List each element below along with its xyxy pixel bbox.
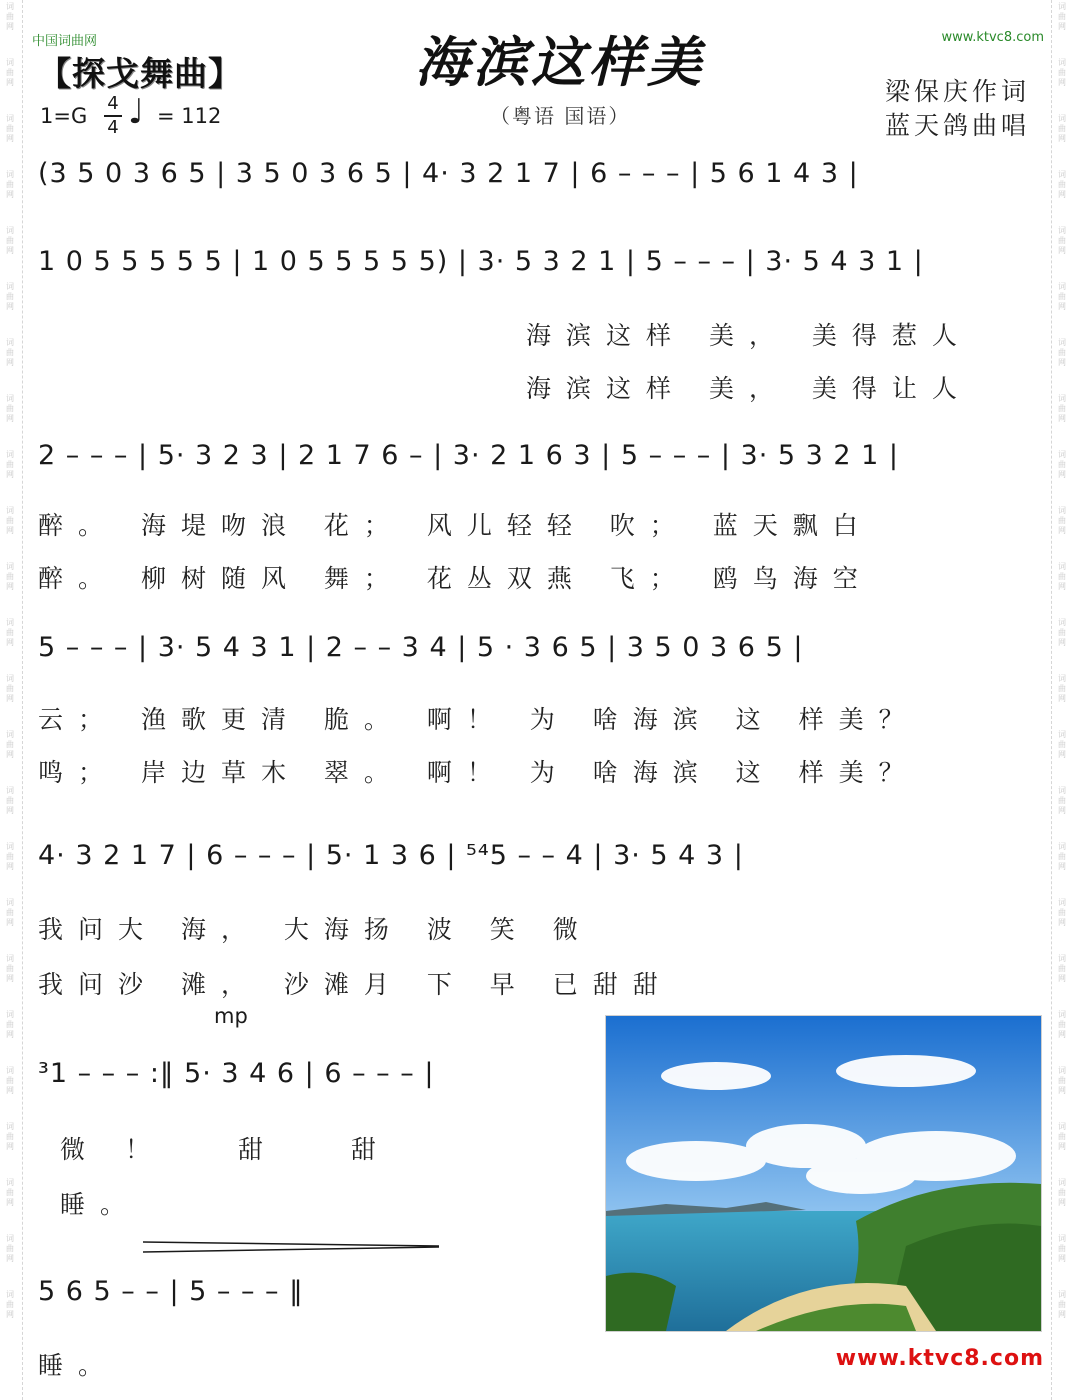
watermark-text: 词 曲 网 (1058, 674, 1066, 703)
watermark-text: 词 曲 网 (1058, 1234, 1066, 1263)
watermark-text: 词 曲 网 (1058, 1010, 1066, 1039)
watermark-text: 词 曲 网 (6, 562, 14, 591)
lyric-line-3-verse-2: 鸣； 岸边草木 翠。 啊！ 为 啥海滨 这 样美？ (38, 758, 919, 787)
genre-label: 【探戈舞曲】 (38, 54, 242, 93)
watermark-text: 词 曲 网 (1058, 450, 1066, 479)
lyric-line-1-verse-1: 海滨这样 美， 美得惹人 (526, 321, 972, 350)
watermark-text: 词 曲 网 (6, 786, 14, 815)
score-line-3: 2 – – – | 5· 3 2 3 | 2 1 7 6 – | 3· 2 1 6 3 | 5 – – – | 3· 5 3 2 1 | (38, 440, 900, 471)
lyric-line-6: 睡。 (38, 1351, 119, 1380)
lyric-line-3-verse-1: 云； 渔歌更清 脆。 啊！ 为 啥海滨 这 样美？ (38, 705, 919, 734)
watermark-text: 词 曲 网 (6, 1010, 14, 1039)
lyric-line-4-verse-1: 我问大 海， 大海扬 波 笑 微 (38, 915, 593, 944)
watermark-text: 词 曲 网 (6, 338, 14, 367)
watermark-text: 词 曲 网 (6, 58, 14, 87)
watermark-text: 词 曲 网 (6, 842, 14, 871)
watermark-text: 词 曲 网 (1058, 2, 1066, 31)
watermark-text: 词 曲 网 (1058, 170, 1066, 199)
watermark-text: 词 曲 网 (6, 898, 14, 927)
score-line-1: (3 5 0 3 6 5 | 3 5 0 3 6 5 | 4· 3 2 1 7 | 6 – – – | 5 6 1 4 3 | (38, 158, 859, 189)
watermark-text: 词 曲 网 (1058, 786, 1066, 815)
watermark-text: 词 曲 网 (1058, 730, 1066, 759)
left-watermark-strip (0, 0, 23, 1400)
watermark-text: 词 曲 网 (6, 1234, 14, 1263)
lyric-line-5-verse-2: 睡。 (60, 1190, 141, 1219)
watermark-text: 词 曲 网 (6, 1066, 14, 1095)
tempo-marking: = 112 (157, 104, 222, 128)
composer-credit: 蓝天鸽曲唱 (884, 111, 1030, 140)
watermark-text: 词 曲 网 (6, 394, 14, 423)
time-signature-bottom: 4 (107, 117, 119, 138)
watermark-text: 词 曲 网 (6, 226, 14, 255)
watermark-text: 词 曲 网 (6, 730, 14, 759)
watermark-text: 词 曲 网 (1058, 58, 1066, 87)
right-watermark-strip (1051, 0, 1074, 1400)
lyric-line-5-verse-1: 微！ 甜 甜 (60, 1135, 416, 1164)
watermark-text: 词 曲 网 (6, 674, 14, 703)
watermark-text: 词 曲 网 (1058, 842, 1066, 871)
watermark-text: 词 曲 网 (6, 450, 14, 479)
watermark-text: 词 曲 网 (1058, 338, 1066, 367)
time-signature-top: 4 (107, 93, 119, 114)
lyric-line-4-verse-2: 我问沙 滩， 沙滩月 下 早 已甜甜 (38, 970, 673, 999)
watermark-text: 词 曲 网 (6, 1122, 14, 1151)
watermark-text: 词 曲 网 (6, 2, 14, 31)
site-url-right[interactable]: www.ktvc8.com (941, 30, 1044, 45)
watermark-text: 词 曲 网 (1058, 1290, 1066, 1319)
watermark-text: 词 曲 网 (1058, 1066, 1066, 1095)
watermark-text: 词 曲 网 (6, 954, 14, 983)
lyric-line-2-verse-1: 醉。 海堤吻浪 花； 风儿轻轻 吹； 蓝天飘白 (38, 511, 873, 540)
watermark-text: 词 曲 网 (6, 170, 14, 199)
watermark-text: 词 曲 网 (1058, 1122, 1066, 1151)
language-note: （粤语 国语） (490, 104, 631, 128)
watermark-text: 词 曲 网 (1058, 114, 1066, 143)
watermark-text: 词 曲 网 (6, 618, 14, 647)
quarter-note-icon: ♩ (128, 92, 145, 132)
site-name-left[interactable]: 中国词曲网 (32, 34, 98, 49)
watermark-text: 词 曲 网 (1058, 954, 1066, 983)
footer-site-url[interactable]: www.ktvc8.com (835, 1346, 1044, 1371)
lyricist-credit: 梁保庆作词 (884, 77, 1030, 106)
time-signature (104, 94, 122, 138)
watermark-text: 词 曲 网 (6, 114, 14, 143)
watermark-text: 词 曲 网 (6, 506, 14, 535)
watermark-text: 词 曲 网 (6, 1290, 14, 1319)
decrescendo-hairpin (143, 1240, 443, 1256)
score-line-7: 5 6 5 – – | 5 – – – ‖ (38, 1276, 304, 1307)
watermark-text: 词 曲 网 (6, 1178, 14, 1207)
watermark-text: 词 曲 网 (1058, 562, 1066, 591)
dynamic-marking: mp (214, 1004, 248, 1028)
score-line-5: 4· 3 2 1 7 | 6 – – – | 5· 1 3 6 | ⁵⁴5 – – 4 | 3· 5 4 3 | (38, 840, 744, 871)
watermark-text: 词 曲 网 (1058, 618, 1066, 647)
watermark-text: 词 曲 网 (6, 282, 14, 311)
score-line-2: 1 0 5 5 5 5 5 | 1 0 5 5 5 5 5) | 3· 5 3 2 1 | 5 – – – | 3· 5 4 3 1 | (38, 246, 924, 277)
watermark-text: 词 曲 网 (1058, 898, 1066, 927)
song-title: 海滨这样美 (415, 30, 705, 94)
watermark-text: 词 曲 网 (1058, 506, 1066, 535)
watermark-text: 词 曲 网 (1058, 282, 1066, 311)
watermark-text: 词 曲 网 (1058, 226, 1066, 255)
watermark-text: 词 曲 网 (1058, 1178, 1066, 1207)
score-line-6: ³1 – – – :‖ 5· 3 4 6 | 6 – – – | (38, 1058, 435, 1089)
key-signature: 1=G (40, 104, 88, 128)
watermark-text: 词 曲 网 (1058, 394, 1066, 423)
score-line-4: 5 – – – | 3· 5 4 3 1 | 2 – – 3 4 | 5 · 3 6 5 | 3 5 0 3 6 5 | (38, 632, 804, 663)
seaside-photo (605, 1015, 1042, 1332)
lyric-line-1-verse-2: 海滨这样 美， 美得让人 (526, 374, 972, 403)
lyric-line-2-verse-2: 醉。 柳树随风 舞； 花丛双燕 飞； 鸥鸟海空 (38, 564, 873, 593)
